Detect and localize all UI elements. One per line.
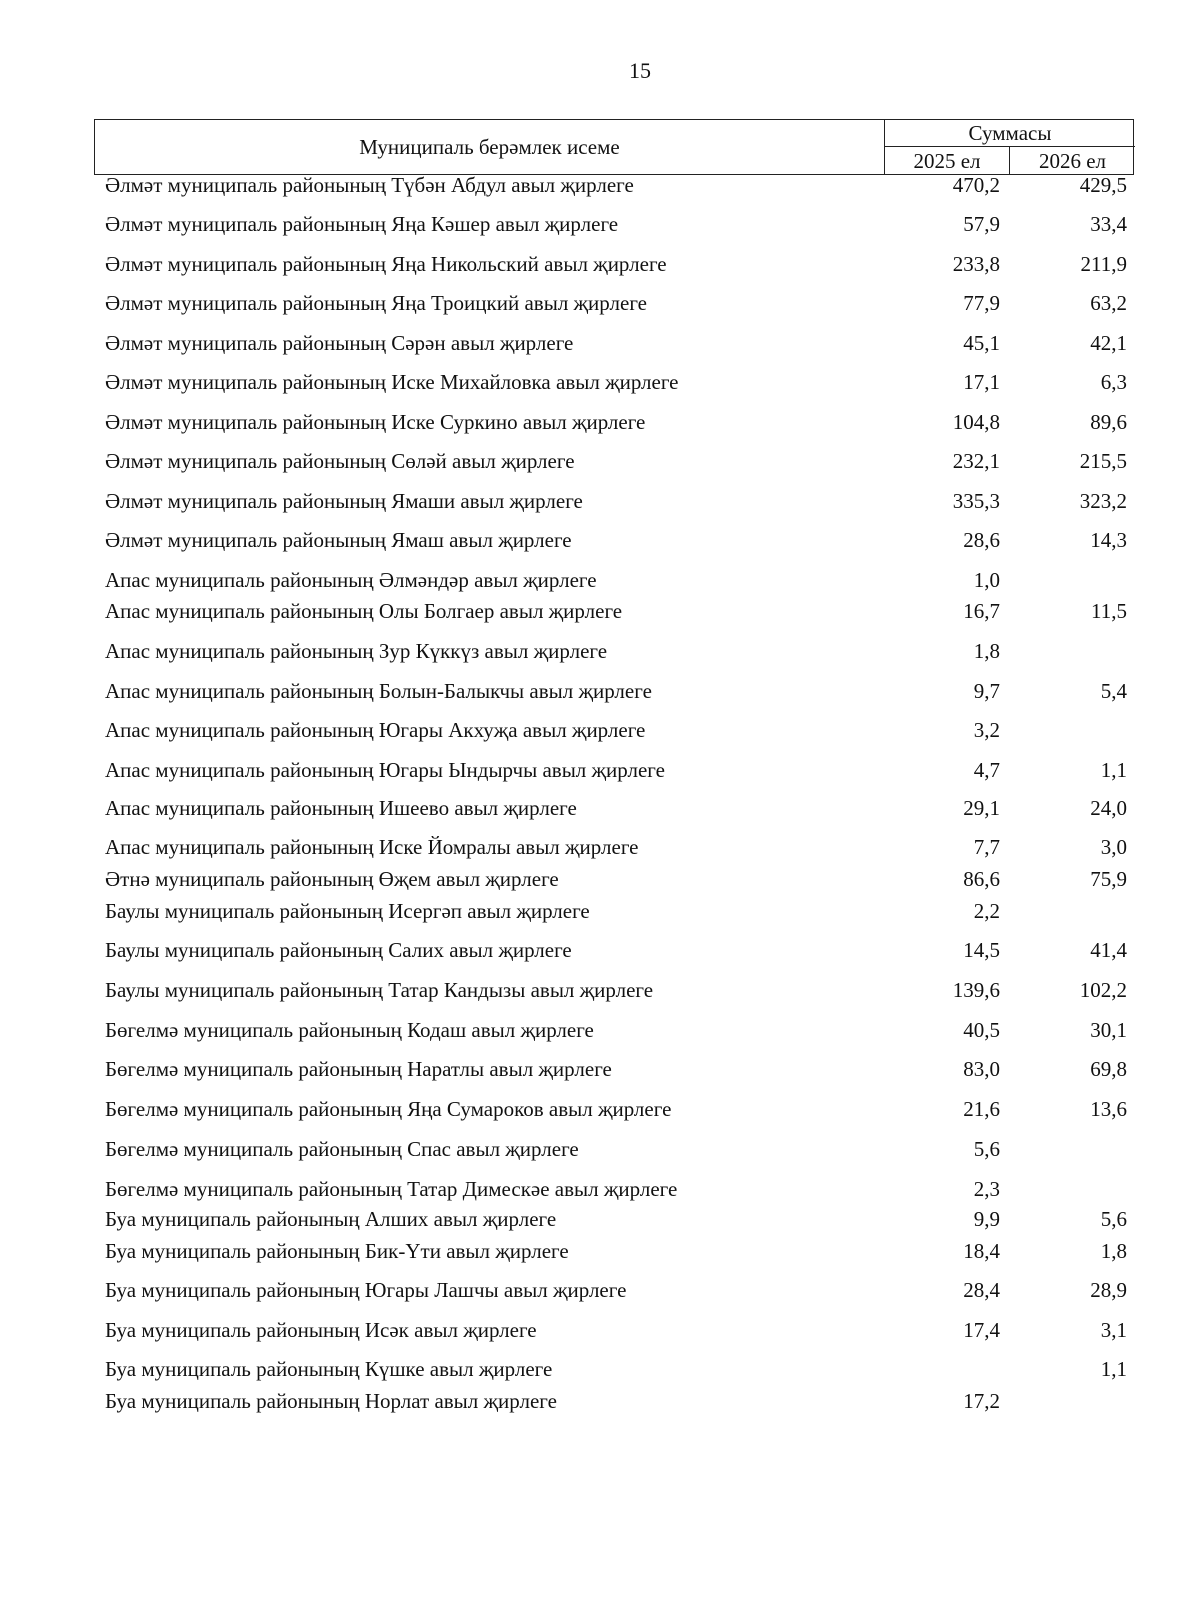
row-municipality-name: Апас муниципаль районының Югары Акхуҗа авыл җирлеге: [105, 718, 646, 742]
row-value-2026: 429,5: [1079, 173, 1127, 197]
row-value-2026: 42,1: [1090, 331, 1127, 355]
row-value-2025: 139,6: [952, 978, 1000, 1002]
row-value-2025: 77,9: [963, 291, 1000, 315]
row-value-2026: 14,3: [1090, 528, 1127, 552]
table-row: [0, 526, 1200, 554]
table-row: [0, 976, 1200, 1004]
row-value-2026: 89,6: [1090, 410, 1127, 434]
row-value-2026: 13,6: [1090, 1097, 1127, 1121]
row-value-2025: 17,4: [963, 1318, 1000, 1342]
row-value-2026: 69,8: [1090, 1057, 1127, 1081]
row-municipality-name: Бөгелмә муниципаль районының Татар Димескәе авыл җирлеге: [105, 1177, 678, 1201]
row-value-2025: 86,6: [963, 867, 1000, 891]
table-row: [0, 289, 1200, 317]
row-value-2026: 63,2: [1090, 291, 1127, 315]
row-value-2025: 7,7: [973, 835, 1000, 859]
row-value-2026: 5,6: [1100, 1207, 1127, 1231]
table-row: [0, 1055, 1200, 1083]
table-row: [0, 897, 1200, 925]
header-year-2025: 2025 ел: [885, 147, 1010, 175]
row-municipality-name: Бөгелмә муниципаль районының Спас авыл җирлеге: [105, 1137, 579, 1161]
table-row: [0, 1316, 1200, 1344]
table-row: [0, 716, 1200, 744]
row-value-2026: 1,8: [1100, 1239, 1127, 1263]
table-row: [0, 677, 1200, 705]
row-municipality-name: Әлмәт муниципаль районының Ямаши авыл җирлеге: [105, 489, 583, 513]
row-value-2026: 323,2: [1079, 489, 1127, 513]
row-value-2026: 1,1: [1100, 1357, 1127, 1381]
table-row: [0, 171, 1200, 199]
table-row: [0, 1175, 1200, 1203]
table-row: [0, 566, 1200, 594]
row-municipality-name: Апас муниципаль районының Болын-Балыкчы авыл җирлеге: [105, 679, 652, 703]
row-municipality-name: Апас муниципаль районының Югары Ындырчы авыл җирлеге: [105, 758, 665, 782]
row-value-2025: 28,4: [963, 1278, 1000, 1302]
row-municipality-name: Әлмәт муниципаль районының Түбән Абдул авыл җирлеге: [105, 173, 634, 197]
table-row: [0, 1205, 1200, 1233]
row-municipality-name: Баулы муниципаль районының Исергәп авыл җирлеге: [105, 899, 590, 923]
row-municipality-name: Әлмәт муниципаль районының Сөләй авыл җирлеге: [105, 449, 575, 473]
row-value-2025: 45,1: [963, 331, 1000, 355]
table-row: [0, 597, 1200, 625]
row-value-2025: 233,8: [952, 252, 1000, 276]
row-value-2025: 104,8: [952, 410, 1000, 434]
row-municipality-name: Баулы муниципаль районының Татар Кандызы авыл җирлеге: [105, 978, 654, 1002]
row-value-2025: 470,2: [952, 173, 1000, 197]
page-number: 15: [629, 58, 651, 83]
row-value-2026: 41,4: [1090, 938, 1127, 962]
row-value-2026: 5,4: [1100, 679, 1127, 703]
row-value-2026: 215,5: [1079, 449, 1127, 473]
table-row: [0, 1016, 1200, 1044]
row-municipality-name: Буа муниципаль районының Югары Лашчы авыл җирлеге: [105, 1278, 627, 1302]
row-municipality-name: Буа муниципаль районының Исәк авыл җирлеге: [105, 1318, 537, 1342]
row-value-2025: 17,1: [963, 370, 1000, 394]
table-row: [0, 865, 1200, 893]
row-value-2025: 1,8: [973, 639, 1000, 663]
row-municipality-name: Апас муниципаль районының Әлмәндәр авыл җирлеге: [105, 568, 597, 592]
table-row: [0, 637, 1200, 665]
table-row: [0, 329, 1200, 357]
row-municipality-name: Буа муниципаль районының Норлат авыл җирлеге: [105, 1389, 557, 1413]
row-value-2025: 3,2: [973, 718, 1000, 742]
row-value-2026: 33,4: [1090, 212, 1127, 236]
row-value-2025: 18,4: [963, 1239, 1000, 1263]
row-value-2026: 30,1: [1090, 1018, 1127, 1042]
table-row: [0, 1237, 1200, 1265]
header-name-column: Муниципаль берәмлек исеме: [95, 120, 885, 174]
row-value-2026: 75,9: [1090, 867, 1127, 891]
row-value-2026: 24,0: [1090, 796, 1127, 820]
row-value-2025: 2,2: [973, 899, 1000, 923]
table-row: [0, 1355, 1200, 1383]
table-row: [0, 756, 1200, 784]
row-value-2025: 83,0: [963, 1057, 1000, 1081]
table-row: [0, 936, 1200, 964]
row-municipality-name: Баулы муниципаль районының Салих авыл җирлеге: [105, 938, 572, 962]
row-value-2025: 9,7: [973, 679, 1000, 703]
row-municipality-name: Бөгелмә муниципаль районының Яңа Сумароков авыл җирлеге: [105, 1097, 672, 1121]
row-value-2026: 1,1: [1100, 758, 1127, 782]
row-value-2025: 29,1: [963, 796, 1000, 820]
row-municipality-name: Бөгелмә муниципаль районының Наратлы авыл җирлеге: [105, 1057, 612, 1081]
row-value-2026: 211,9: [1080, 252, 1127, 276]
table-row: [0, 408, 1200, 436]
table-row: [0, 1387, 1200, 1415]
row-municipality-name: Буа муниципаль районының Алших авыл җирлеге: [105, 1207, 557, 1231]
table-row: [0, 1276, 1200, 1304]
row-municipality-name: Апас муниципаль районының Олы Болгаер авыл җирлеге: [105, 599, 623, 623]
table-row: [0, 210, 1200, 238]
row-value-2026: 28,9: [1090, 1278, 1127, 1302]
table-row: [0, 447, 1200, 475]
row-value-2025: 2,3: [973, 1177, 1000, 1201]
row-value-2025: 14,5: [963, 938, 1000, 962]
row-municipality-name: Буа муниципаль районының Бик-Үти авыл җирлеге: [105, 1239, 569, 1263]
row-value-2025: 232,1: [952, 449, 1000, 473]
row-value-2025: 1,0: [973, 568, 1000, 592]
table-row: [0, 487, 1200, 515]
row-value-2025: 16,7: [963, 599, 1000, 623]
row-value-2026: 3,0: [1100, 835, 1127, 859]
row-municipality-name: Бөгелмә муниципаль районының Кодаш авыл җирлеге: [105, 1018, 594, 1042]
row-value-2025: 40,5: [963, 1018, 1000, 1042]
row-value-2025: 4,7: [973, 758, 1000, 782]
row-municipality-name: Буа муниципаль районының Күшке авыл җирлеге: [105, 1357, 553, 1381]
row-municipality-name: Апас муниципаль районының Ишеево авыл җирлеге: [105, 796, 577, 820]
table-row: [0, 1135, 1200, 1163]
header-sum-title: Суммасы: [885, 120, 1135, 147]
row-municipality-name: Әлмәт муниципаль районының Яңа Троицкий авыл җирлеге: [105, 291, 647, 315]
row-value-2025: 5,6: [973, 1137, 1000, 1161]
row-value-2025: 28,6: [963, 528, 1000, 552]
row-value-2026: 102,2: [1079, 978, 1127, 1002]
table-row: [0, 368, 1200, 396]
row-municipality-name: Әлмәт муниципаль районының Иске Суркино авыл җирлеге: [105, 410, 646, 434]
row-value-2025: 21,6: [963, 1097, 1000, 1121]
header-year-2026: 2026 ел: [1038, 149, 1107, 173]
row-value-2025: 17,2: [963, 1389, 1000, 1413]
row-municipality-name: Әтнә муниципаль районының Өҗем авыл җирлеге: [105, 867, 559, 891]
row-value-2025: 57,9: [963, 212, 1000, 236]
row-municipality-name: Әлмәт муниципаль районының Сәрән авыл җирлеге: [105, 331, 574, 355]
table-row: [0, 1095, 1200, 1123]
table-row: [0, 250, 1200, 278]
row-municipality-name: Апас муниципаль районының Зур Күккүз авыл җирлеге: [105, 639, 608, 663]
row-municipality-name: Әлмәт муниципаль районының Яңа Кәшер авыл җирлеге: [105, 212, 619, 236]
row-value-2026: 6,3: [1100, 370, 1127, 394]
row-value-2026: 11,5: [1091, 599, 1127, 623]
table-row: [0, 794, 1200, 822]
row-value-2025: 335,3: [952, 489, 1000, 513]
row-value-2025: 9,9: [973, 1207, 1000, 1231]
row-value-2026: 3,1: [1100, 1318, 1127, 1342]
table-row: [0, 833, 1200, 861]
row-municipality-name: Әлмәт муниципаль районының Ямаш авыл җирлеге: [105, 528, 572, 552]
row-municipality-name: Әлмәт муниципаль районының Иске Михайловка авыл җирлеге: [105, 370, 679, 394]
row-municipality-name: Әлмәт муниципаль районының Яңа Никольский авыл җирлеге: [105, 252, 667, 276]
row-municipality-name: Апас муниципаль районының Иске Йомралы авыл җирлеге: [105, 835, 639, 859]
